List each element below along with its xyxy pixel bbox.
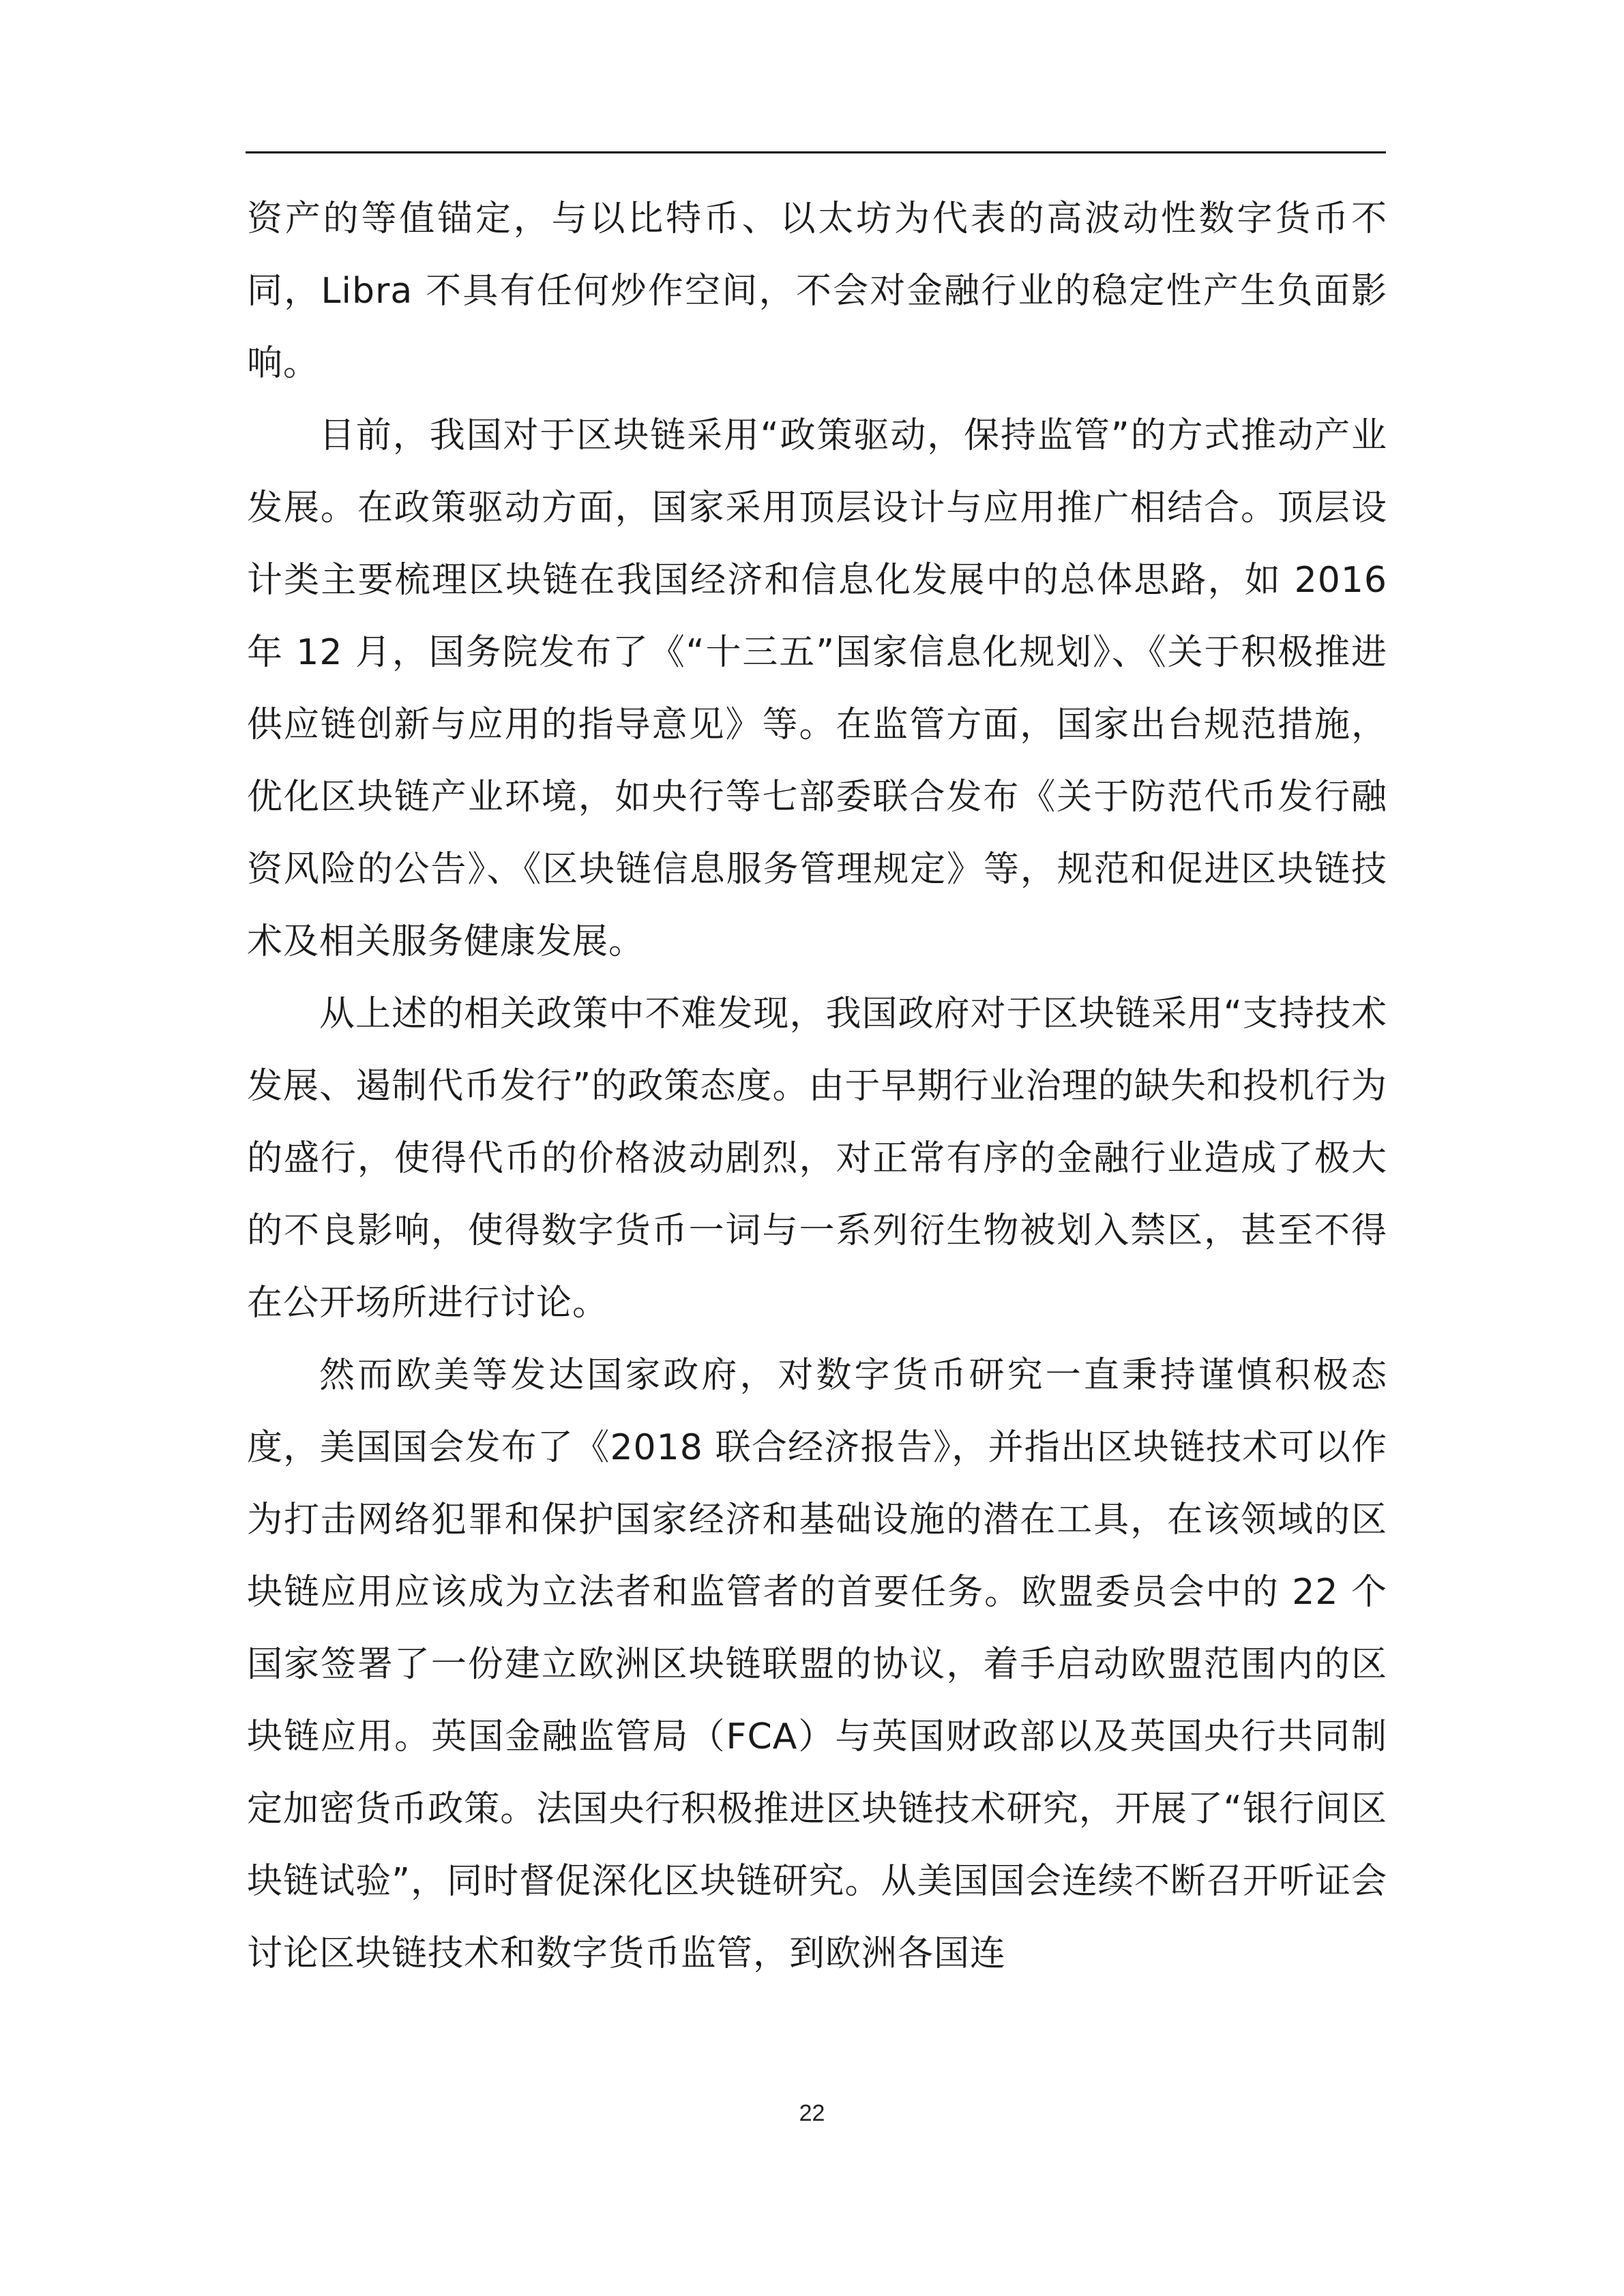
- page-number: 22: [799, 2100, 825, 2126]
- header-rule: [246, 151, 1386, 153]
- paragraph-4: 然而欧美等发达国家政府，对数字货币研究一直秉持谨慎积极态度，美国国会发布了《2018 联合经济报告》，并指出区块链技术可以作为打击网络犯罪和保护国家经济和基础设施的潜在工具，在该领域的区块链应用应该成为立法者和监管者的首要任务。欧盟委员会中的 22 个国家签署了一份建立欧洲区块链联盟的协议，着手启动欧盟范围内的区块链应用。英国金融监管局（FCA）与英国财政部以及英国央行共同制定加密货币政策。法国央行积极推进区块链技术研究，开展了“银行间区块链试验”，同时督促深化区块链研究。从美国国会连续不断召开听证会讨论区块链技术和数字货币监管，到欧洲各国连: [247, 1355, 1387, 1974]
- page-body: [247, 183, 1387, 1990]
- paragraph-3: 从上述的相关政策中不难发现，我国政府对于区块链采用“支持技术发展、遏制代币发行”的政策态度。由于早期行业治理的缺失和投机行为的盛行，使得代币的价格波动剧烈，对正常有序的金融行业造成了极大的不良影响，使得数字货币一词与一系列衍生物被划入禁区，甚至不得在公开场所进行讨论。: [247, 994, 1387, 1324]
- paragraph-1: 资产的等值锚定，与以比特币、以太坊为代表的高波动性数字货币不同，Libra 不具有任何炒作空间，不会对金融行业的稳定性产生负面影响。: [247, 198, 1387, 384]
- paragraph-2: 目前，我国对于区块链采用“政策驱动，保持监管”的方式推动产业发展。在政策驱动方面，国家采用顶层设计与应用推广相结合。顶层设计类主要梳理区块链在我国经济和信息化发展中的总体思路，如 2016 年 12 月，国务院发布了《“十三五”国家信息化规划》、《关于积极推进供应链创新与应用的指导意见》等。在监管方面，国家出台规范措施，优化区块链产业环境，如央行等七部委联合发布《关于防范代币发行融资风险的公告》、《区块链信息服务管理规定》等，规范和促进区块链技术及相关服务健康发展。: [247, 415, 1387, 962]
